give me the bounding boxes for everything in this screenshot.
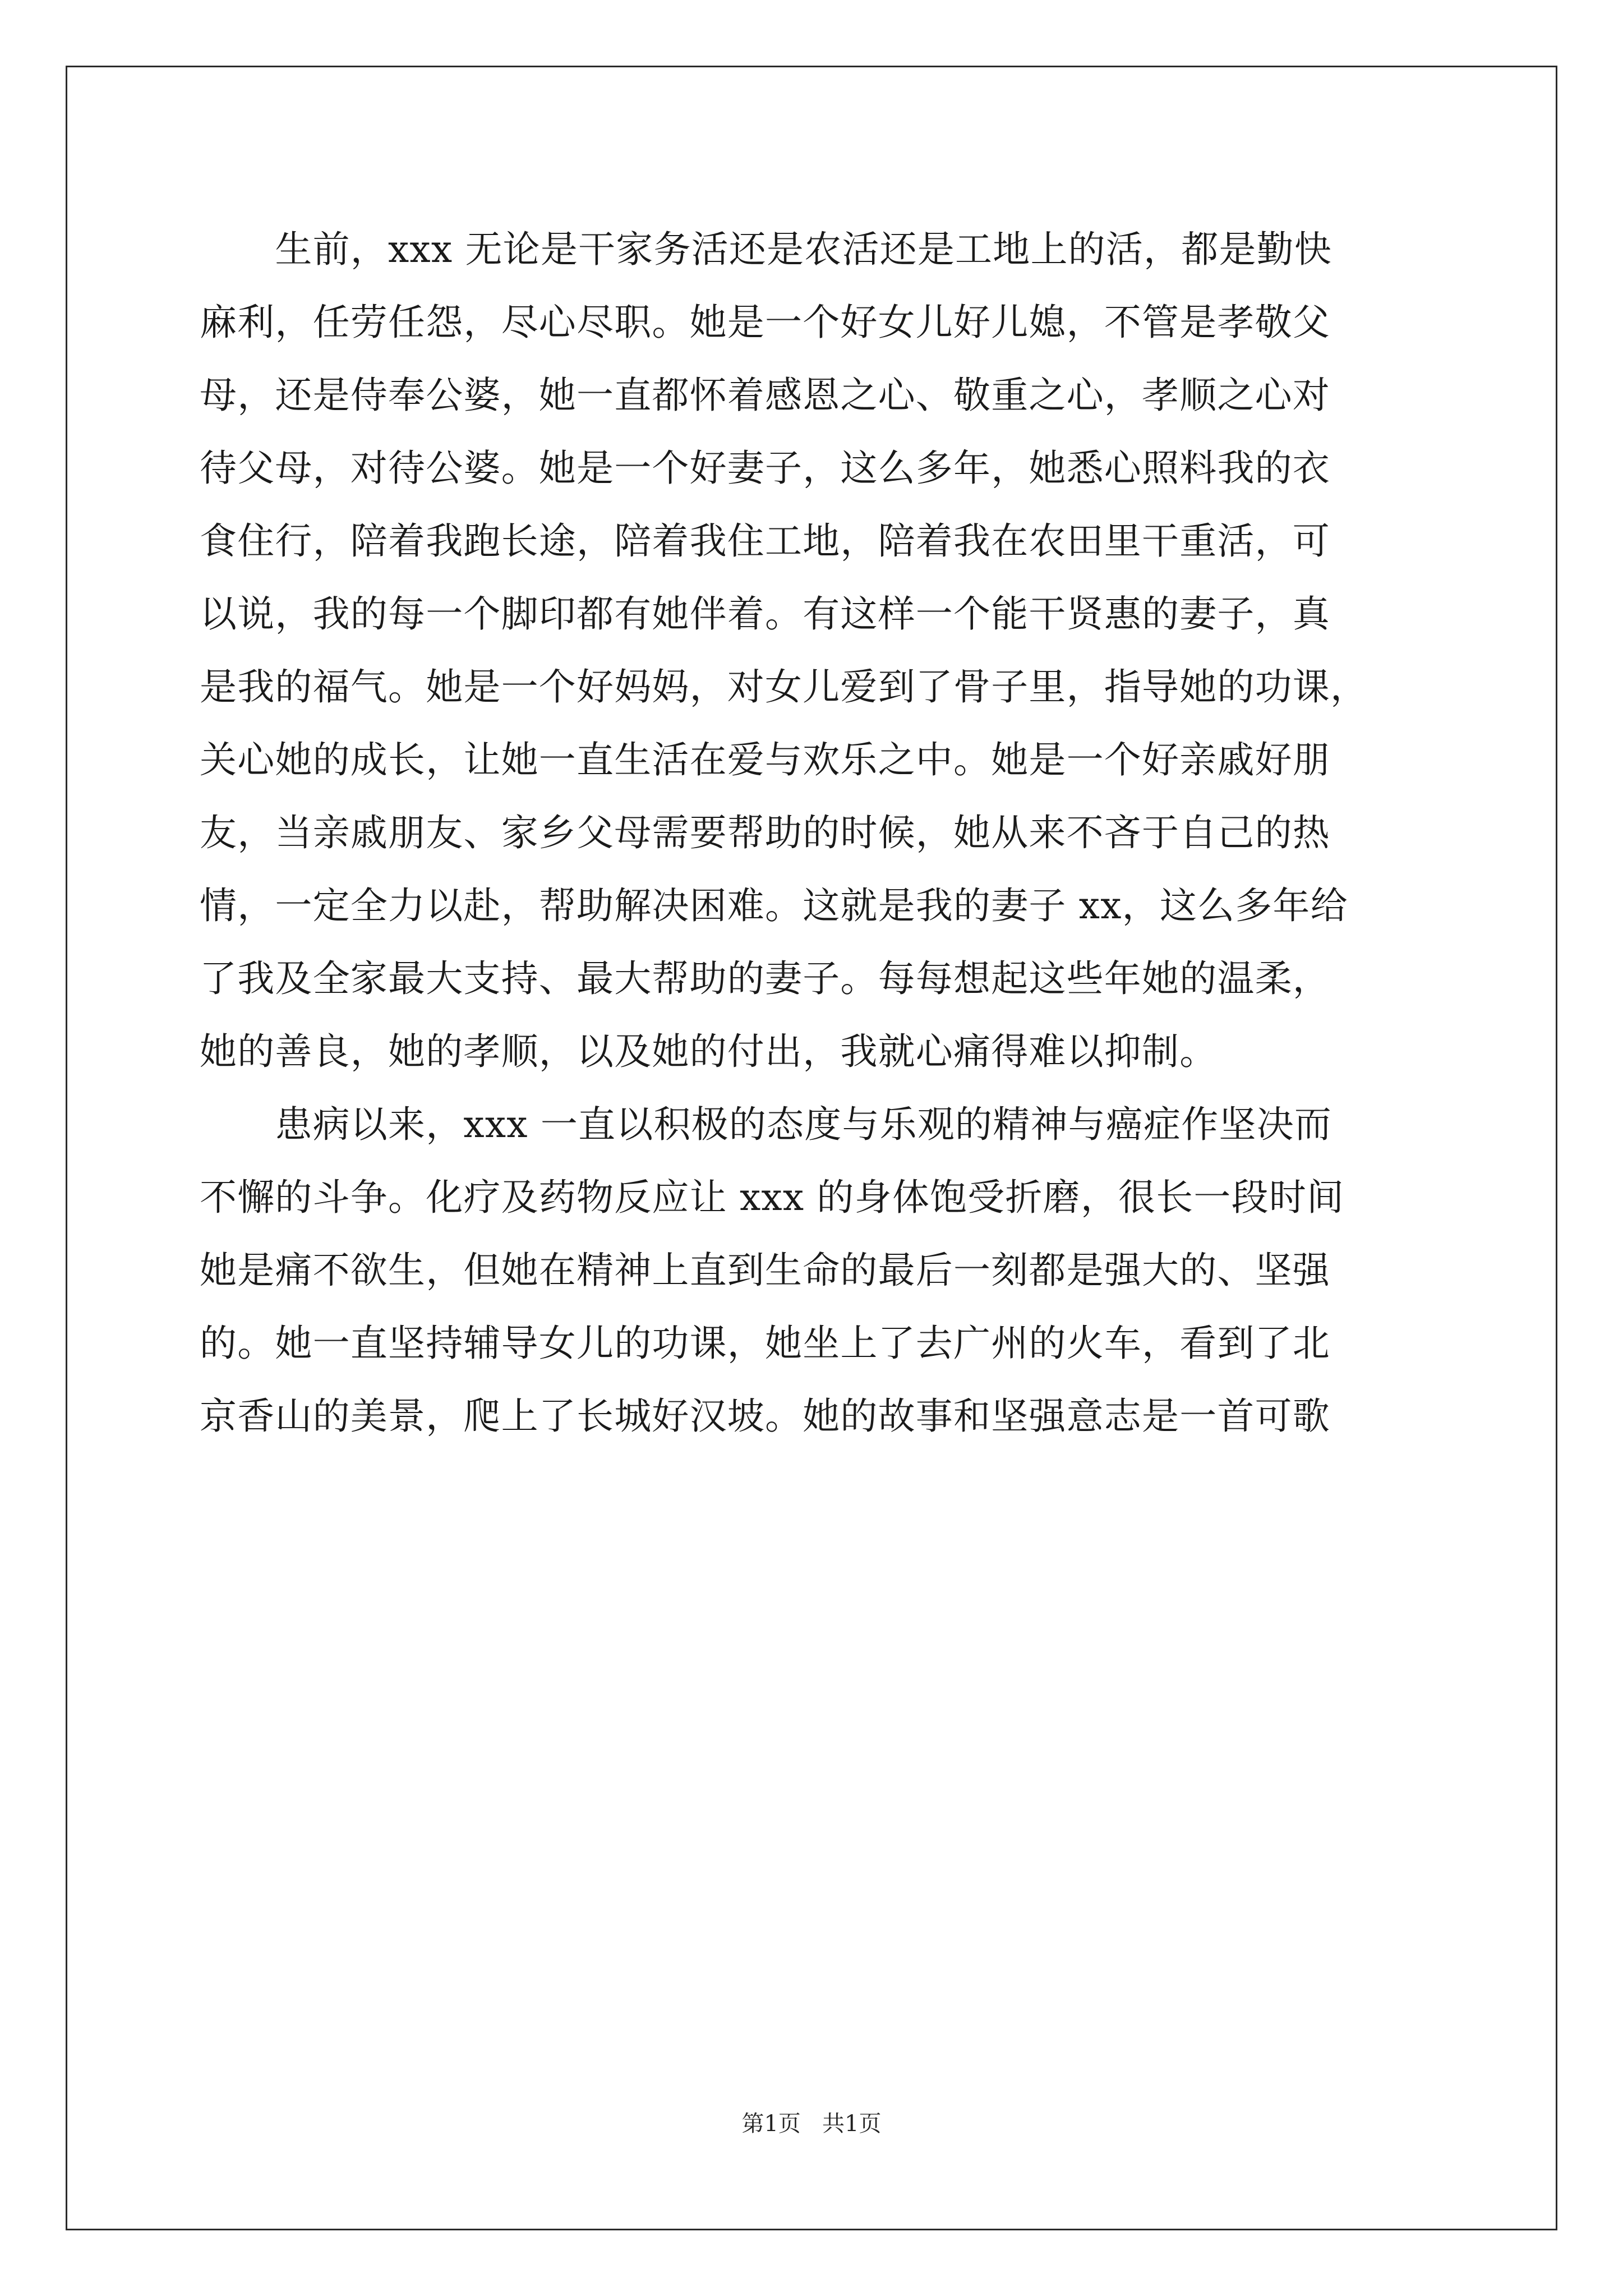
text-line: 情，一定全力以赴，帮助解决困难。这就是我的妻子 xx，这么多年给 xyxy=(200,884,1348,927)
text-line: 京香山的美景，爬上了长城好汉坡。她的故事和坚强意志是一首可歌 xyxy=(200,1395,1330,1438)
page-footer: 第1页 共1页 xyxy=(741,2111,882,2137)
text-line: 食住行，陪着我跑长途，陪着我住工地，陪着我在农田里干重活，可 xyxy=(200,519,1330,563)
text-line: 关心她的成长，让她一直生活在爱与欢乐之中。她是一个好亲戚好朋 xyxy=(200,738,1330,781)
text-line: 友，当亲戚朋友、家乡父母需要帮助的时候，她从来不吝于自己的热 xyxy=(200,811,1330,854)
text-line: 的。她一直坚持辅导女儿的功课，她坐上了去广州的火车，看到了北 xyxy=(200,1322,1330,1365)
text-line: 生前，xxx 无论是干家务活还是农活还是工地上的活，都是勤快 xyxy=(200,228,1332,271)
text-line: 她的善良，她的孝顺，以及她的付出，我就心痛得难以抑制。 xyxy=(200,1030,1218,1073)
text-line: 以说，我的每一个脚印都有她伴着。有这样一个能干贤惠的妻子，真 xyxy=(200,592,1330,636)
text-line: 待父母，对待公婆。她是一个好妻子，这么多年，她悉心照料我的衣 xyxy=(200,447,1330,490)
text-line: 她是痛不欲生，但她在精神上直到生命的最后一刻都是强大的、坚强 xyxy=(200,1249,1330,1292)
text-line: 不懈的斗争。化疗及药物反应让 xxx 的身体饱受折磨，很长一段时间 xyxy=(200,1176,1345,1219)
text-line: 母，还是侍奉公婆，她一直都怀着感恩之心、敬重之心，孝顺之心对 xyxy=(200,374,1330,417)
text-line: 麻利，任劳任怨，尽心尽职。她是一个好女儿好儿媳，不管是孝敬父 xyxy=(200,301,1330,344)
text-line: 了我及全家最大支持、最大帮助的妻子。每每想起这些年她的温柔， xyxy=(200,957,1330,1000)
text-line: 是我的福气。她是一个好妈妈，对女儿爱到了骨子里，指导她的功课， xyxy=(200,665,1368,708)
text-line: 患病以来，xxx 一直以积极的态度与乐观的精神与癌症作坚决而 xyxy=(200,1103,1332,1146)
